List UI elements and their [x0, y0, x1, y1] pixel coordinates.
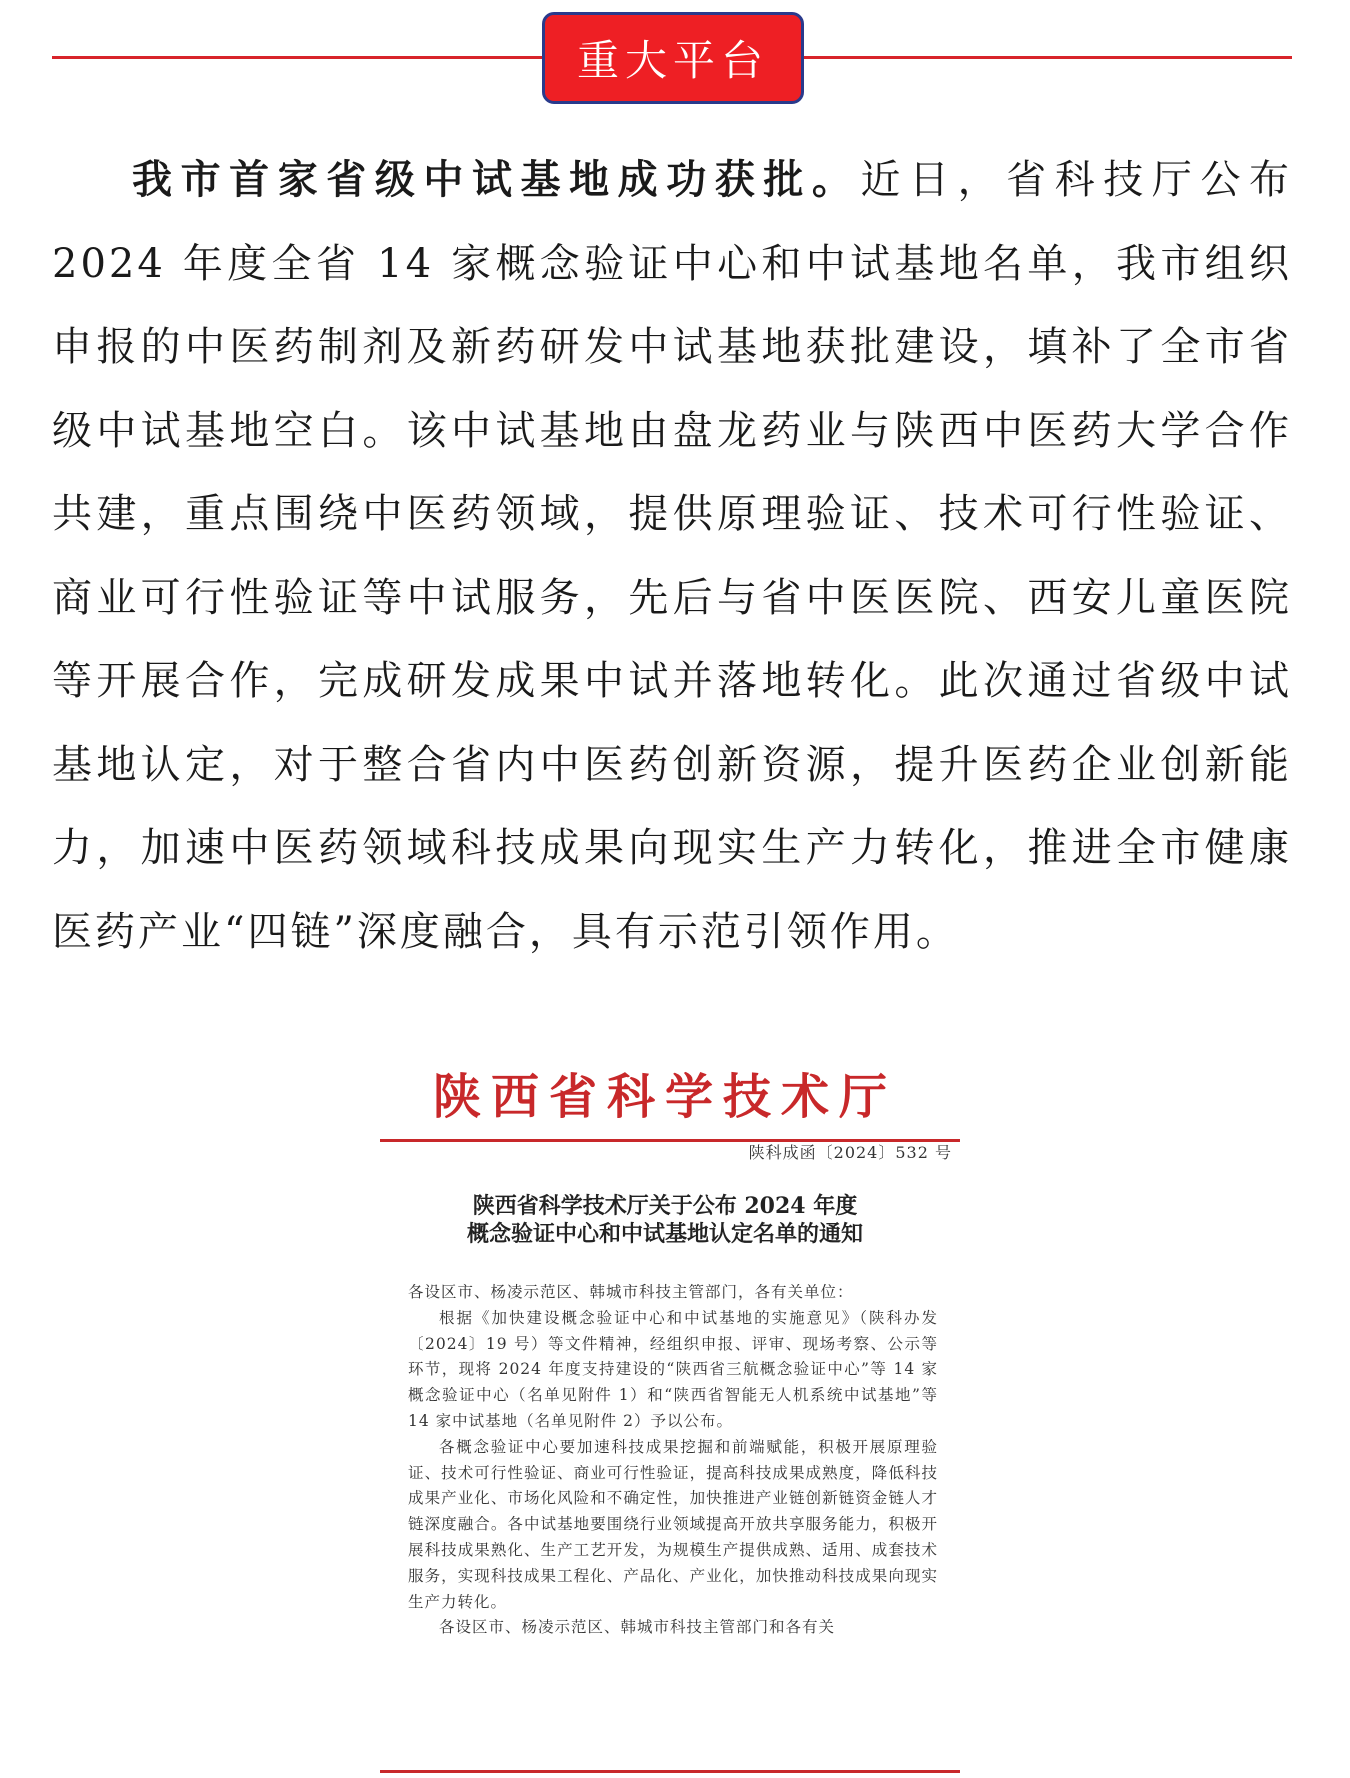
article-paragraph	[52, 138, 1292, 974]
document-bottom-red-rule	[380, 1770, 960, 1773]
document-paragraph-3: 各设区市、杨凌示范区、韩城市科技主管部门和各有关	[439, 1618, 836, 1637]
document-paragraph-1: 根据《加快建设概念验证中心和中试基地的实施意见》（陕科办发〔2024〕19 号）等文件精神，经组织申报、评审、现场考察、公示等环节，现将 2024 年度支持建设的“陕西省三航概念验证中心”等 14 家概念验证中心（名单见附件 1）和“陕西省智能无人机系统中试基地”等 14 家中试基地（名单见附件 2）予以公布。	[408, 1308, 938, 1430]
document-number: 陕科成函〔2024〕532 号	[748, 1143, 952, 1162]
document-scan-image	[370, 1040, 1020, 1778]
document-title	[370, 1192, 960, 1248]
section-label-badge: 重大平台	[542, 12, 804, 104]
document-agency-header: 陕西省科学技术厅	[432, 1069, 897, 1125]
document-title-line2: 概念验证中心和中试基地认定名单的通知	[466, 1221, 863, 1247]
article-lead-headline: 我市首家省级中试基地成功获批。	[132, 156, 861, 203]
document-paragraph-2: 各概念验证中心要加速科技成果挖掘和前端赋能，积极开展原理验证、技术可行性验证、商业可行性验证，提高科技成果成熟度，降低科技成果产业化、市场化风险和不确定性，加快推进产业链创新链资金链人才链深度融合。各中试基地要围绕行业领域提高开放共享服务能力，积极开展科技成果熟化、生产工艺开发，为规模生产提供成熟、适用、成套技术服务，实现科技成果工程化、产品化、产业化，加快推动科技成果向现实生产力转化。	[408, 1437, 938, 1611]
document-body	[408, 1280, 938, 1641]
document-title-line1: 陕西省科学技术厅关于公布 2024 年度	[472, 1193, 858, 1219]
document-salutation: 各设区市、杨凌示范区、韩城市科技主管部门，各有关单位：	[408, 1283, 854, 1301]
article-body	[52, 138, 1292, 974]
article-body-text: 近日，省科技厅公布 2024 年度全省 14 家概念验证中心和中试基地名单，我市组织申报的中医药制剂及新药研发中试基地获批建设，填补了全市省级中试基地空白。该中试基地由盘龙药业与陕西中医药大学合作共建，重点围绕中医药领域，提供原理验证、技术可行性验证、商业可行性验证等中试服务，先后与省中医医院、西安儿童医院等开展合作，完成研发成果中试并落地转化。此次通过省级中试基地认定，对于整合省内中医药创新资源，提升医药企业创新能力，加速中医药领域科技成果向现实生产力转化，推进全市健康医药产业“四链”深度融合，具有示范引领作用。	[52, 157, 1293, 955]
